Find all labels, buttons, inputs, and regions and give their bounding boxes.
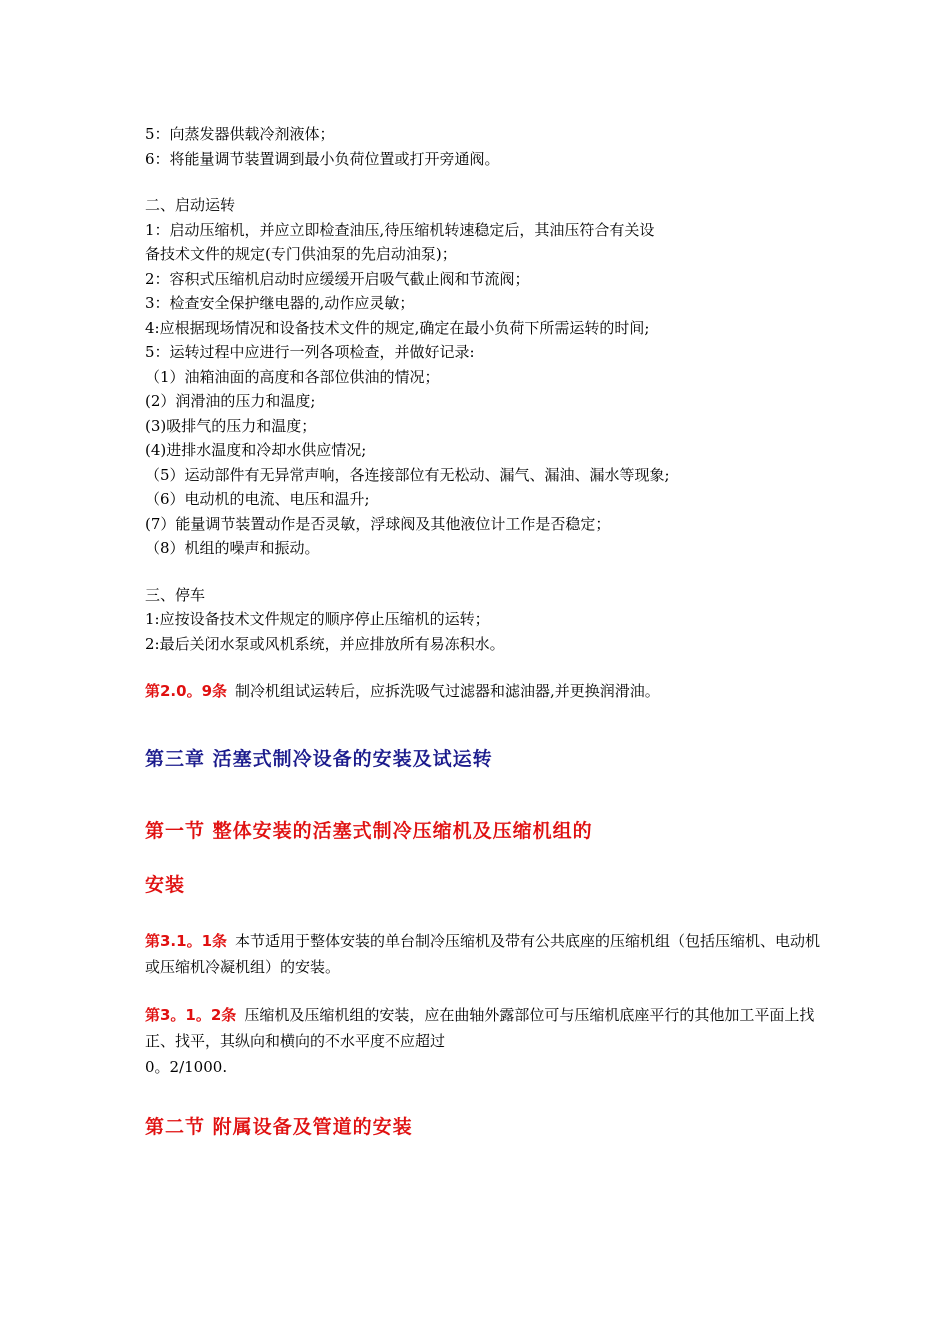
startup-item-1a: 1：启动压缩机，并应立即检查油压,待压缩机转速稳定后，其油压符合有关设 — [145, 220, 655, 239]
startup-item-5: 5：运转过程中应进行一列各项检查，并做好记录: — [145, 343, 475, 361]
check-item-4: (4)进排水温度和冷却水供应情况; — [145, 441, 367, 459]
shutdown-item-2: 2:最后关闭水泵或风机系统，并应排放所有易冻积水。 — [145, 634, 505, 653]
article-2-0-9 — [145, 678, 835, 704]
startup-item-4: 4:应根据现场情况和设备技术文件的规定,确定在最小负荷下所需运转的时间; — [145, 318, 650, 337]
check-item-1: （1）油箱油面的高度和各部位供油的情况； — [145, 367, 440, 386]
article-label: 第3。1。2条 — [145, 1006, 237, 1024]
article-text-end: 0。2/1000. — [145, 1058, 228, 1076]
check-item-2: (2）润滑油的压力和温度; — [145, 392, 316, 410]
startup-item-2: 2：容积式压缩机启动时应缓缓开启吸气截止阀和节流阀； — [145, 269, 530, 288]
check-item-6: （6）电动机的电流、电压和温升; — [145, 490, 370, 508]
step-6-line: 6：将能量调节装置调到最小负荷位置或打开旁通阀。 — [145, 149, 500, 168]
document-page — [145, 122, 835, 1140]
startup-item-3: 3：检查安全保护继电器的,动作应灵敏； — [145, 294, 415, 312]
shutdown-heading: 三、停车 — [145, 585, 206, 604]
article-label: 第3.1。1条 — [145, 932, 228, 950]
startup-heading: 二、启动运转 — [145, 196, 236, 214]
article-text: 制冷机组试运转后，应拆洗吸气过滤器和滤油器,并更换润滑油。 — [235, 682, 660, 700]
check-item-7: (7）能量调节装置动作是否灵敏，浮球阀及其他液位计工作是否稳定； — [145, 514, 611, 533]
article-label: 第2.0。9条 — [145, 682, 228, 700]
section-1-title-cont: 安装 — [145, 874, 186, 896]
article-3-1-2 — [145, 1002, 835, 1080]
section-2-title: 第二节 附属设备及管道的安装 — [145, 1116, 413, 1138]
check-item-8: （8）机组的噪声和振动。 — [145, 539, 320, 557]
section-1-title: 第一节 整体安装的活塞式制冷压缩机及压缩机组的 — [145, 820, 593, 842]
shutdown-item-1: 1:应按设备技术文件规定的顺序停止压缩机的运转； — [145, 610, 490, 628]
startup-item-1b: 备技术文件的规定(专门供油泵的先启动油泵)； — [145, 245, 457, 263]
step-5-line: 5：向蒸发器供载冷剂液体； — [145, 125, 335, 143]
chapter-title: 第三章 活塞式制冷设备的安装及试运转 — [145, 748, 493, 770]
article-text: 压缩机及压缩机组的安装，应在曲轴外露部位可与压缩机底座平行的其他加工平面上找正、找平，其纵向和横向的不水平度不应超过 — [145, 1006, 815, 1050]
article-3-1-1 — [145, 928, 835, 980]
check-item-3: (3)吸排气的压力和温度； — [145, 416, 317, 435]
check-item-5: （5）运动部件有无异常声响，各连接部位有无松动、漏气、漏油、漏水等现象; — [145, 465, 670, 484]
article-text: 本节适用于整体安装的单台制冷压缩机及带有公共底座的压缩机组（包括压缩机、电动机或压缩机冷凝机组）的安装。 — [145, 932, 821, 976]
